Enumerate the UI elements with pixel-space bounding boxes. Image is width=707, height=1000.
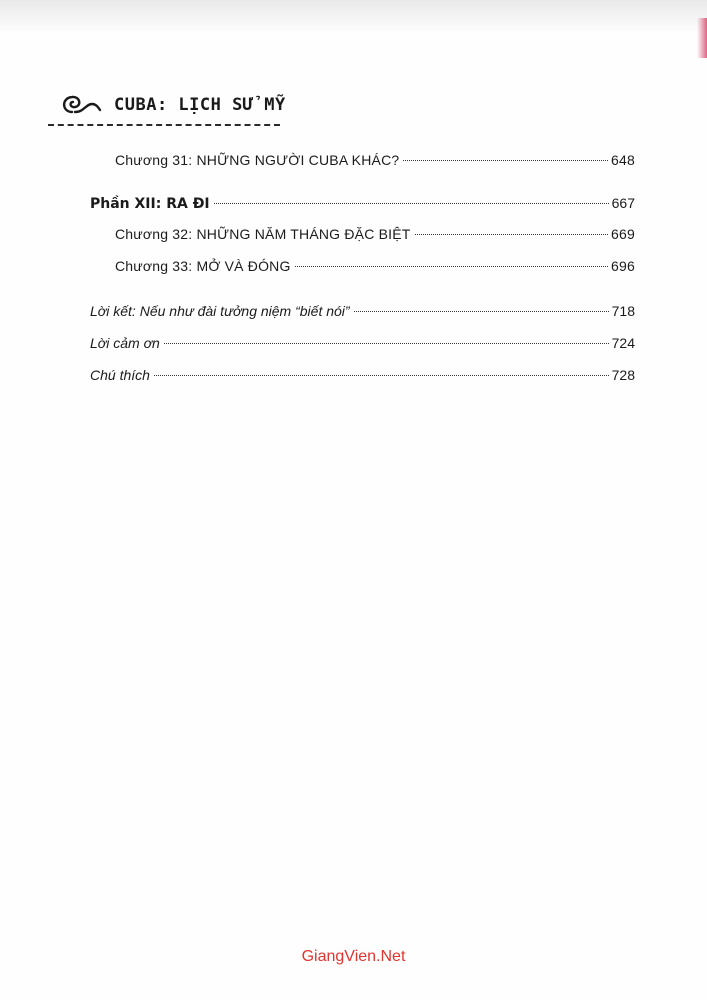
dot-leader — [415, 234, 609, 235]
toc-entry-chapter-33[interactable] — [115, 256, 635, 276]
toc-page-number: 669 — [611, 226, 635, 242]
toc-page-number: 728 — [611, 367, 635, 383]
site-watermark: GiangVien.Net — [301, 948, 406, 965]
toc-entry-label: Chương 31: NHỮNG NGƯỜI CUBA KHÁC? — [115, 152, 400, 168]
toc-entry-label: Phần XII: RA ĐI — [90, 196, 210, 212]
toc-page-number: 696 — [611, 258, 635, 274]
dot-leader — [154, 375, 609, 376]
toc-entry-acknowledgements[interactable] — [90, 333, 635, 353]
toc-page-number: 724 — [611, 335, 635, 351]
toc-entry-chapter-32[interactable] — [115, 224, 635, 244]
toc-entry-label: Lời cảm ơn — [90, 335, 160, 351]
book-title: CUBA: LỊCH SỬ MỸ — [114, 95, 286, 115]
toc-entry-label: Chương 33: MỞ VÀ ĐÓNG — [115, 258, 291, 274]
dot-leader — [354, 311, 609, 312]
toc-page-number: 648 — [611, 152, 635, 168]
toc-entry-part-12[interactable] — [90, 193, 635, 213]
dot-leader — [403, 160, 608, 161]
toc-page-number: 667 — [611, 195, 635, 211]
toc-entry-chapter-31[interactable] — [115, 150, 635, 170]
dot-leader — [164, 343, 609, 344]
toc-page-number: 718 — [611, 303, 635, 319]
dot-leader — [295, 266, 608, 267]
dot-leader — [214, 203, 609, 204]
toc-entry-epilogue[interactable] — [90, 301, 635, 321]
toc-entry-notes[interactable] — [90, 365, 635, 385]
toc-entry-label: Chú thích — [90, 367, 150, 383]
toc-entry-label: Chương 32: NHỮNG NĂM THÁNG ĐẶC BIỆT — [115, 226, 411, 242]
toc-entry-label: Lời kết: Nếu như đài tưởng niệm “biết nói” — [90, 303, 350, 319]
